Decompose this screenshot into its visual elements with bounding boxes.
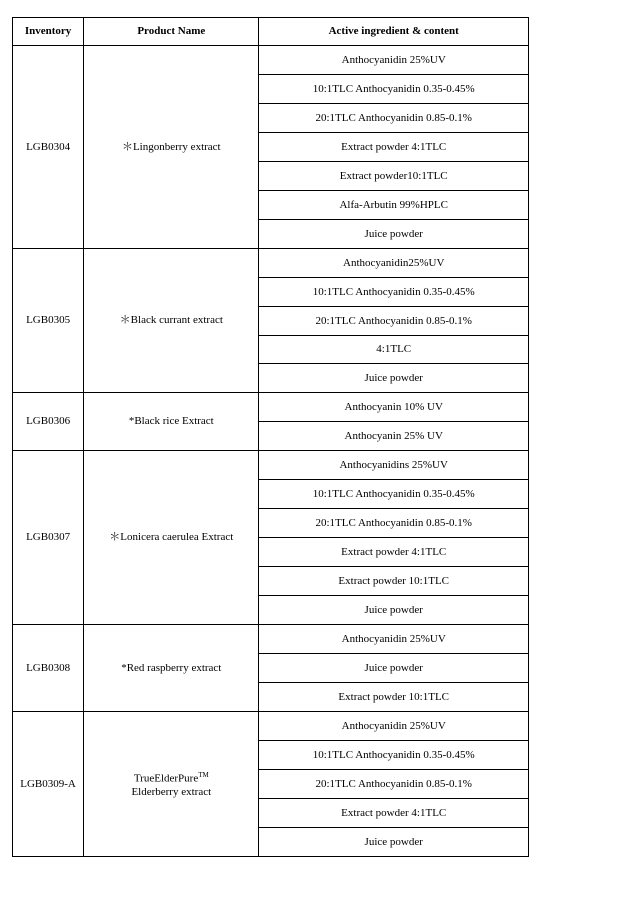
ingredient-cell: Extract powder 4:1TLC [259,799,529,828]
ingredient-cell: Juice powder [259,220,529,249]
ingredient-cell: 10:1TLC Anthocyanidin 0.35-0.45% [259,75,529,104]
ingredient-cell: Anthocyanidins 25%UV [259,451,529,480]
table-row [13,451,529,480]
product-name-cell [84,451,259,625]
product-name-line [88,769,254,786]
product-name-text: ＊Lonicera caerulea Extract [109,531,234,543]
header-row [13,18,529,46]
ingredient-cell: 10:1TLC Anthocyanidin 0.35-0.45% [259,741,529,770]
ingredient-cell: Anthocyanidin25%UV [259,249,529,278]
inventory-cell: LGB0308 [13,625,84,712]
header-inventory: Inventory [13,18,84,46]
ingredient-cell: Extract powder 4:1TLC [259,133,529,162]
table-row [13,249,529,278]
product-name-cell [84,46,259,249]
table-row [13,712,529,741]
inventory-cell: LGB0305 [13,249,84,393]
product-name-cell [84,712,259,857]
ingredient-cell: 4:1TLC [259,336,529,364]
ingredient-cell: 20:1TLC Anthocyanidin 0.85-0.1% [259,509,529,538]
product-name-text: *Red raspberry extract [121,661,222,674]
ingredient-cell: Extract powder10:1TLC [259,162,529,191]
ingredient-cell: Anthocyanidin 25%UV [259,712,529,741]
ingredient-cell: Juice powder [259,364,529,393]
inventory-cell: LGB0307 [13,451,84,625]
table-row [13,46,529,75]
inventory-table [12,17,529,857]
header-active-ingredient: Active ingredient & content [259,18,529,46]
ingredient-cell: Anthocyanidin 25%UV [259,46,529,75]
ingredient-cell: 10:1TLC Anthocyanidin 0.35-0.45% [259,480,529,509]
ingredient-cell: Juice powder [259,828,529,857]
product-name-text: ＊Black currant extract [119,314,223,326]
ingredient-cell: Anthocyanidin 25%UV [259,625,529,654]
ingredient-cell: Alfa-Arbutin 99%HPLC [259,191,529,220]
product-name-cell [84,393,259,451]
table-body [13,46,529,857]
product-name-cell [84,625,259,712]
header-product-name: Product Name [84,18,259,46]
table-row [13,393,529,422]
trademark-mark: TM [198,771,209,780]
product-name-text: ＊Lingonberry extract [121,140,221,153]
ingredient-cell: Anthocyanin 10% UV [259,393,529,422]
ingredient-cell: Extract powder 10:1TLC [259,567,529,596]
ingredient-cell: 20:1TLC Anthocyanidin 0.85-0.1% [259,770,529,799]
ingredient-cell: Extract powder 4:1TLC [259,538,529,567]
ingredient-cell: Extract powder 10:1TLC [259,683,529,712]
product-name-brand: TrueElderPure [133,772,199,785]
ingredient-cell: 20:1TLC Anthocyanidin 0.85-0.1% [259,104,529,133]
ingredient-cell: Juice powder [259,654,529,683]
ingredient-cell: 10:1TLC Anthocyanidin 0.35-0.45% [259,278,529,307]
ingredient-cell: Juice powder [259,596,529,625]
inventory-cell: LGB0309-A [13,712,84,857]
product-name-line: Elderberry extract [131,785,212,798]
inventory-cell: LGB0306 [13,393,84,451]
table-row [13,625,529,654]
product-name-cell [84,249,259,393]
ingredient-cell: 20:1TLC Anthocyanidin 0.85-0.1% [259,307,529,336]
ingredient-cell: Anthocyanin 25% UV [259,422,529,451]
product-name-text: *Black rice Extract [128,415,214,427]
inventory-cell: LGB0304 [13,46,84,249]
